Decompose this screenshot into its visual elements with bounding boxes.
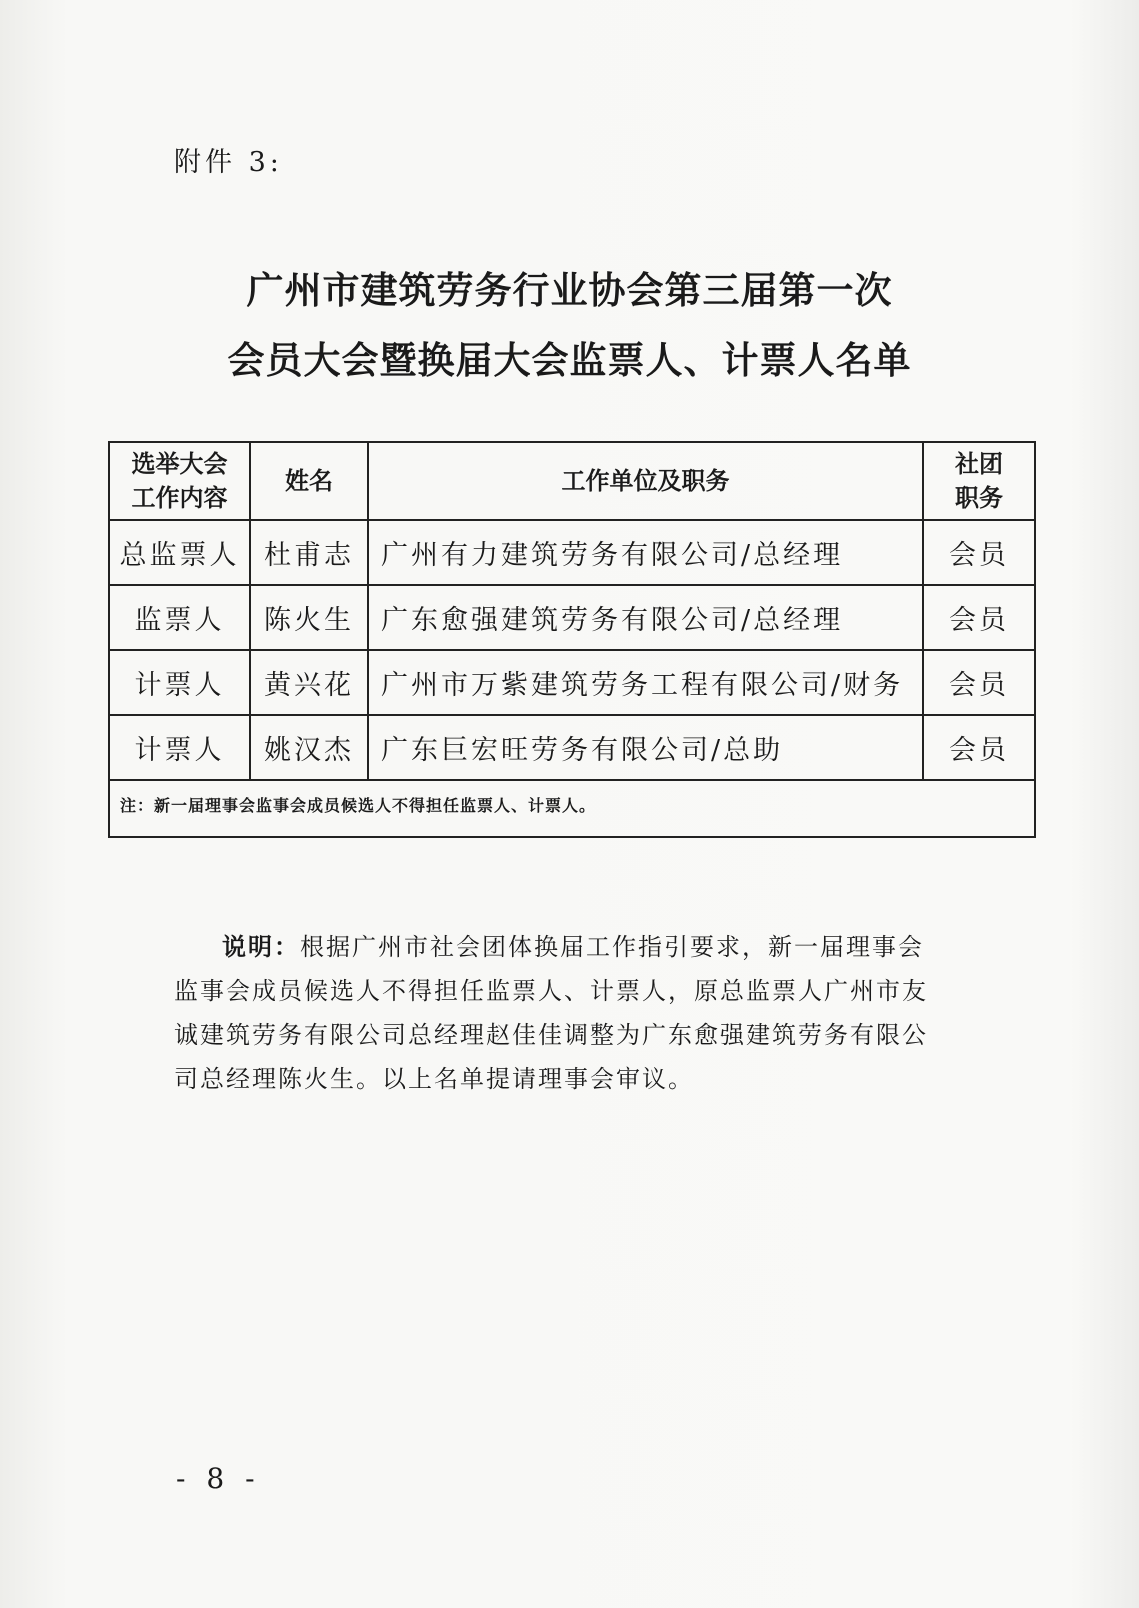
header-position — [924, 443, 1034, 519]
table-divider — [110, 779, 1034, 781]
table-row-role: 计票人 — [134, 735, 225, 766]
table-row-role: 总监票人 — [119, 540, 240, 571]
table-row-position: 会员 — [949, 670, 1009, 701]
table-row-name: 杜甫志 — [264, 540, 354, 571]
table-row-position: 会员 — [949, 735, 1009, 766]
page-number: - 8 - — [176, 1462, 261, 1495]
table-row-name: 姚汉杰 — [264, 735, 354, 766]
table-row-unit: 广州市万紫建筑劳务工程有限公司/财务 — [381, 670, 904, 701]
table-row-name: 陈火生 — [264, 605, 354, 636]
explanation-paragraph — [174, 925, 944, 1101]
header-position-line-1: 社团 — [955, 450, 1003, 478]
document-title-line-1: 广州市建筑劳务行业协会第三届第一次 — [246, 269, 893, 312]
nominee-table — [108, 441, 1036, 838]
header-role-line-2: 工作内容 — [131, 484, 228, 512]
table-row-unit: 广东愈强建筑劳务有限公司/总经理 — [381, 605, 844, 636]
table-row-unit: 广州有力建筑劳务有限公司/总经理 — [381, 540, 844, 571]
header-role-line-1: 选举大会 — [131, 450, 228, 478]
header-position-line-2: 职务 — [955, 484, 1003, 512]
table-note: 注：新一届理事会监事会成员候选人不得担任监票人、计票人。 — [120, 796, 597, 815]
header-role — [110, 443, 249, 519]
header-unit: 工作单位及职务 — [561, 467, 730, 495]
table-row-position: 会员 — [949, 605, 1009, 636]
table-row-role: 监票人 — [134, 605, 225, 636]
explanation-text: 根据广州市社会团体换届工作指引要求，新一届理事会监事会成员候选人不得担任监票人、计票人，原总监票人广州市友诚建筑劳务有限公司总经理赵佳佳调整为广东愈强建筑劳务有限公司总经理陈火生。以上名单提请理事会审议。 — [174, 933, 928, 1093]
table-row-name: 黄兴花 — [264, 670, 354, 701]
explanation-lead: 说明： — [222, 933, 300, 961]
document-title-line-2: 会员大会暨换届大会监票人、计票人名单 — [227, 339, 912, 382]
table-row-position: 会员 — [949, 540, 1009, 571]
attachment-label: 附件 3: — [174, 147, 283, 178]
header-name: 姓名 — [285, 467, 333, 495]
table-row-role: 计票人 — [134, 670, 225, 701]
table-row-unit: 广东巨宏旺劳务有限公司/总助 — [381, 735, 784, 766]
